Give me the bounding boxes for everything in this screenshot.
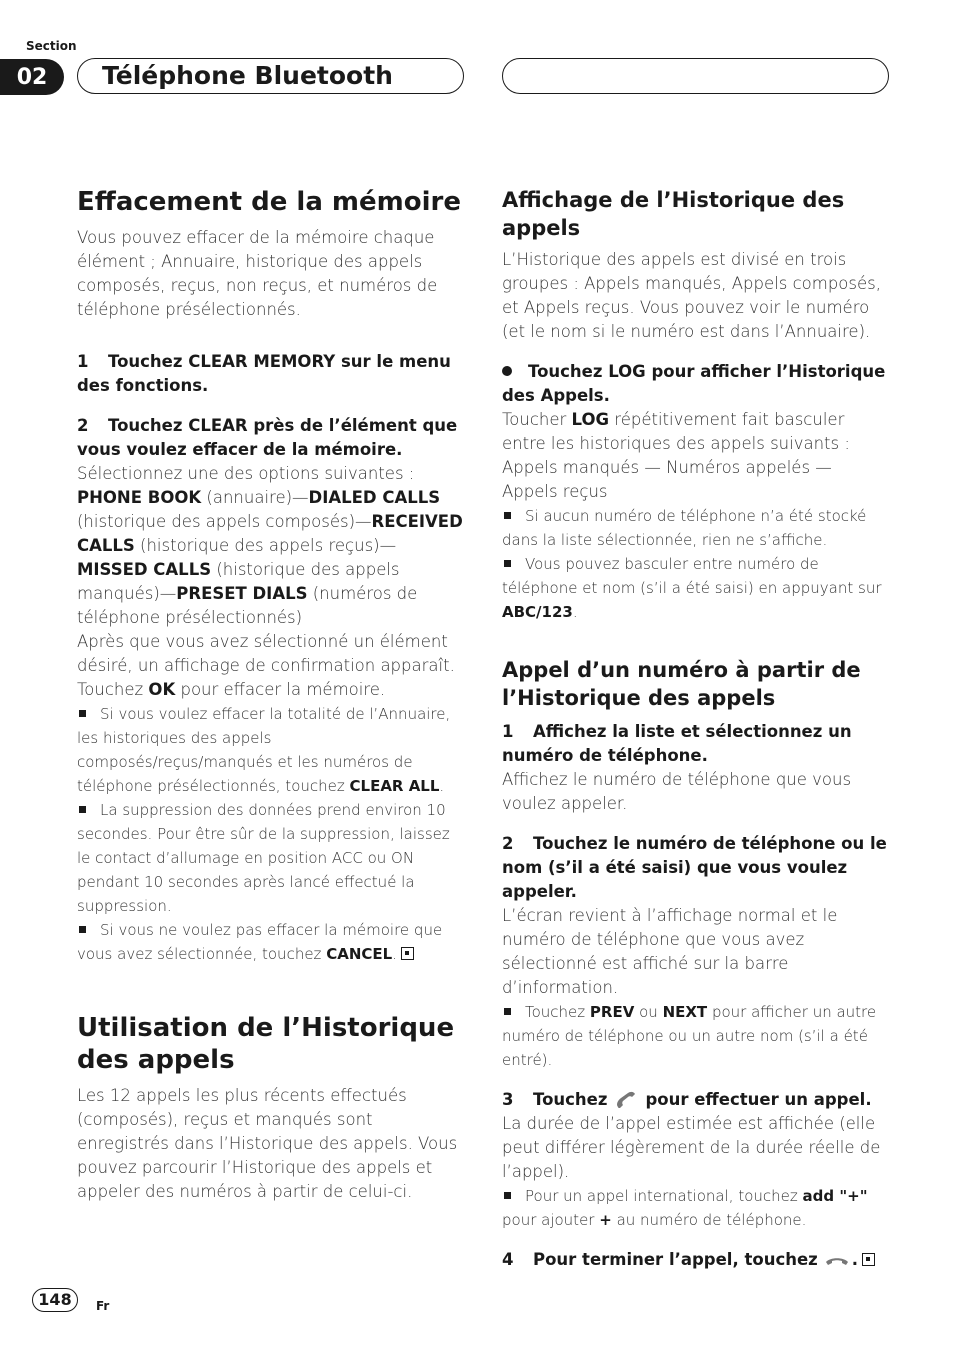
call-step-3 — [502, 1088, 890, 1112]
log-step — [502, 360, 890, 408]
note-international — [502, 1184, 890, 1232]
heading-call-from-history: Appel d’un numéro à partir de l’Historique des appels — [502, 658, 861, 710]
option-desc: (historique des appels reçus)— — [134, 536, 397, 555]
heading-call-history: Utilisation de l’Historique des appels — [77, 1013, 455, 1075]
hang-up-icon — [824, 1251, 850, 1269]
option-desc: (historique des appels composés)— — [77, 512, 372, 531]
option-desc: (historique des appels manqués)— — [77, 560, 400, 603]
note-text: ou — [634, 1003, 663, 1021]
bullet-icon — [502, 366, 512, 376]
call-step-3-body: La durée de l’appel estimée est affichée (elle peut différer légèrement de la durée réelle de l’appel). — [502, 1114, 881, 1181]
option-dialed-calls: DIALED CALLS — [308, 488, 441, 507]
note-square-icon — [79, 806, 86, 813]
memory-step-2 — [77, 414, 465, 462]
note-clear-all — [77, 702, 465, 798]
note-end: . — [572, 603, 578, 621]
option-phone-book: PHONE BOOK — [77, 488, 202, 507]
note-text: Touchez — [525, 1003, 590, 1021]
note-cancel — [77, 918, 465, 966]
heading-display-history: Affichage de l’Historique des appels — [502, 188, 845, 240]
step-number: 2 — [77, 416, 89, 435]
confirm-text-b: pour effacer la mémoire. — [175, 680, 386, 699]
ok-key: OK — [148, 680, 176, 699]
display-history-intro: L’Historique des appels est divisé en trois groupes : Appels manqués, Appels composés, et Appels reçus. Vous pouvez voir le numéro (et le nom si le numéro est dans l’Annuaire). — [502, 250, 881, 341]
cancel-key: CANCEL — [326, 945, 393, 963]
confirm-text-a: Après que vous avez sélectionné un élément désiré, un affichage de confirmation apparaît. Touchez — [77, 632, 455, 699]
right-column — [502, 186, 890, 1272]
option-received-calls: RECEIVED CALLS — [77, 512, 463, 555]
note-abc123 — [502, 552, 890, 624]
note-text: Si vous ne voulez pas effacer la mémoire que vous avez sélectionnée, touchez — [77, 921, 443, 963]
call-step-4 — [502, 1248, 890, 1272]
options-list — [77, 486, 465, 630]
note-square-icon — [79, 710, 86, 717]
language-label: Fr — [96, 1299, 110, 1313]
step-number: 3 — [502, 1090, 514, 1109]
end-mark-icon — [401, 947, 414, 960]
step-text: Touchez — [533, 1090, 608, 1109]
body-text-b: répétitivement fait basculer entre les historiques des appels suivants : Appels manqués — Numéros appelés — Appels reçus — [502, 410, 850, 501]
call-step-1 — [502, 720, 890, 768]
note-no-number — [502, 504, 890, 552]
log-body — [502, 408, 890, 504]
note-text: Si vous voulez effacer la totalité de l’Annuaire, les historiques des appels composés/reçus/manqués et les numéros de téléphone présélectionnés, touchez — [77, 705, 451, 795]
call-history-body: Les 12 appels les plus récents effectués (composés), reçus et manqués sont enregistrés dans l’Historique des appels. Vous pouvez parcourir l’Historique des appels et appeler des numéros à partir de celui-ci. — [77, 1086, 458, 1201]
step-text: Affichez la liste et sélectionnez un numéro de téléphone. — [502, 722, 852, 765]
step-number: 1 — [502, 722, 514, 741]
log-key: LOG — [571, 410, 610, 429]
abc123-key: ABC/123 — [502, 603, 573, 621]
note-delete-time — [77, 798, 465, 918]
option-desc: (annuaire)— — [201, 488, 309, 507]
confirm-text — [77, 630, 465, 702]
left-column — [77, 186, 465, 1204]
clear-all-key: CLEAR ALL — [349, 777, 440, 795]
plus-sign: + — [599, 1211, 612, 1229]
note-text: pour ajouter — [502, 1211, 600, 1229]
step-text: Touchez CLEAR MEMORY sur le menu des fonctions. — [77, 352, 451, 395]
note-end: . — [392, 945, 397, 963]
note-text: Vous pouvez basculer entre numéro de téléphone et nom (s’il a été saisi) en appuyant sur — [502, 555, 882, 597]
note-square-icon — [504, 1008, 511, 1015]
step-text: Pour terminer l’appel, touchez — [533, 1250, 818, 1269]
note-text: La suppression des données prend environ 10 secondes. Pour être sûr de la suppression, laissez le contact d’allumage en position ACC ou ON pendant 10 secondes après lancé effectué la suppression. — [77, 801, 450, 915]
note-text: pour afficher un autre numéro de téléphone ou un autre nom (s’il a été entré). — [502, 1003, 877, 1069]
call-step-2-body: L’écran revient à l’affichage normal et le numéro de téléphone que vous avez sélectionné est affiché sur la barre d’information. — [502, 906, 838, 997]
step-number: 1 — [77, 352, 89, 371]
header-empty-box — [502, 58, 889, 94]
option-preset-dials: PRESET DIALS — [176, 584, 308, 603]
section-label: Section — [26, 39, 77, 53]
body-text-a: Toucher — [502, 410, 572, 429]
step-number: 2 — [502, 834, 514, 853]
note-text: au numéro de téléphone. — [611, 1211, 807, 1229]
end-mark-icon — [862, 1253, 875, 1266]
note-square-icon — [504, 512, 511, 519]
prev-key: PREV — [589, 1003, 635, 1021]
options-intro: Sélectionnez une des options suivantes : — [77, 464, 415, 483]
step-end: . — [851, 1250, 859, 1269]
memory-intro: Vous pouvez effacer de la mémoire chaque élément ; Annuaire, historique des appels composés, reçus, non reçus, et numéros de téléphone présélectionnés. — [77, 228, 438, 319]
option-desc: (numéros de téléphone présélectionnés) — [77, 584, 418, 627]
section-number: 02 — [0, 59, 64, 95]
call-step-2 — [502, 832, 890, 904]
call-step-1-body: Affichez le numéro de téléphone que vous voulez appeler. — [502, 770, 852, 813]
note-text: Si aucun numéro de téléphone n’a été stocké dans la liste sélectionnée, rien ne s’affiche. — [502, 507, 867, 549]
note-prev-next — [502, 1000, 890, 1072]
note-square-icon — [79, 926, 86, 933]
step-text: Touchez LOG pour afficher l’Historique des Appels. — [502, 362, 886, 405]
step-text: Touchez le numéro de téléphone ou le nom (s’il a été saisi) que vous voulez appeler. — [502, 834, 887, 901]
next-key: NEXT — [662, 1003, 708, 1021]
page-number: 148 — [32, 1288, 78, 1312]
heading-memory-clear: Effacement de la mémoire — [77, 187, 461, 217]
step-text: pour effectuer un appel. — [645, 1090, 872, 1109]
add-plus-key: add "+" — [802, 1187, 868, 1205]
step-number: 4 — [502, 1250, 514, 1269]
note-end: . — [439, 777, 445, 795]
step-text: Touchez CLEAR près de l’élément que vous voulez effacer de la mémoire. — [77, 416, 458, 459]
memory-step-1 — [77, 350, 465, 398]
note-square-icon — [504, 560, 511, 567]
note-square-icon — [504, 1192, 511, 1199]
option-missed-calls: MISSED CALLS — [77, 560, 212, 579]
page-title: Téléphone Bluetooth — [102, 61, 393, 90]
header-title-box — [77, 58, 464, 94]
phone-call-icon — [613, 1091, 639, 1109]
note-text: Pour un appel international, touchez — [525, 1187, 803, 1205]
